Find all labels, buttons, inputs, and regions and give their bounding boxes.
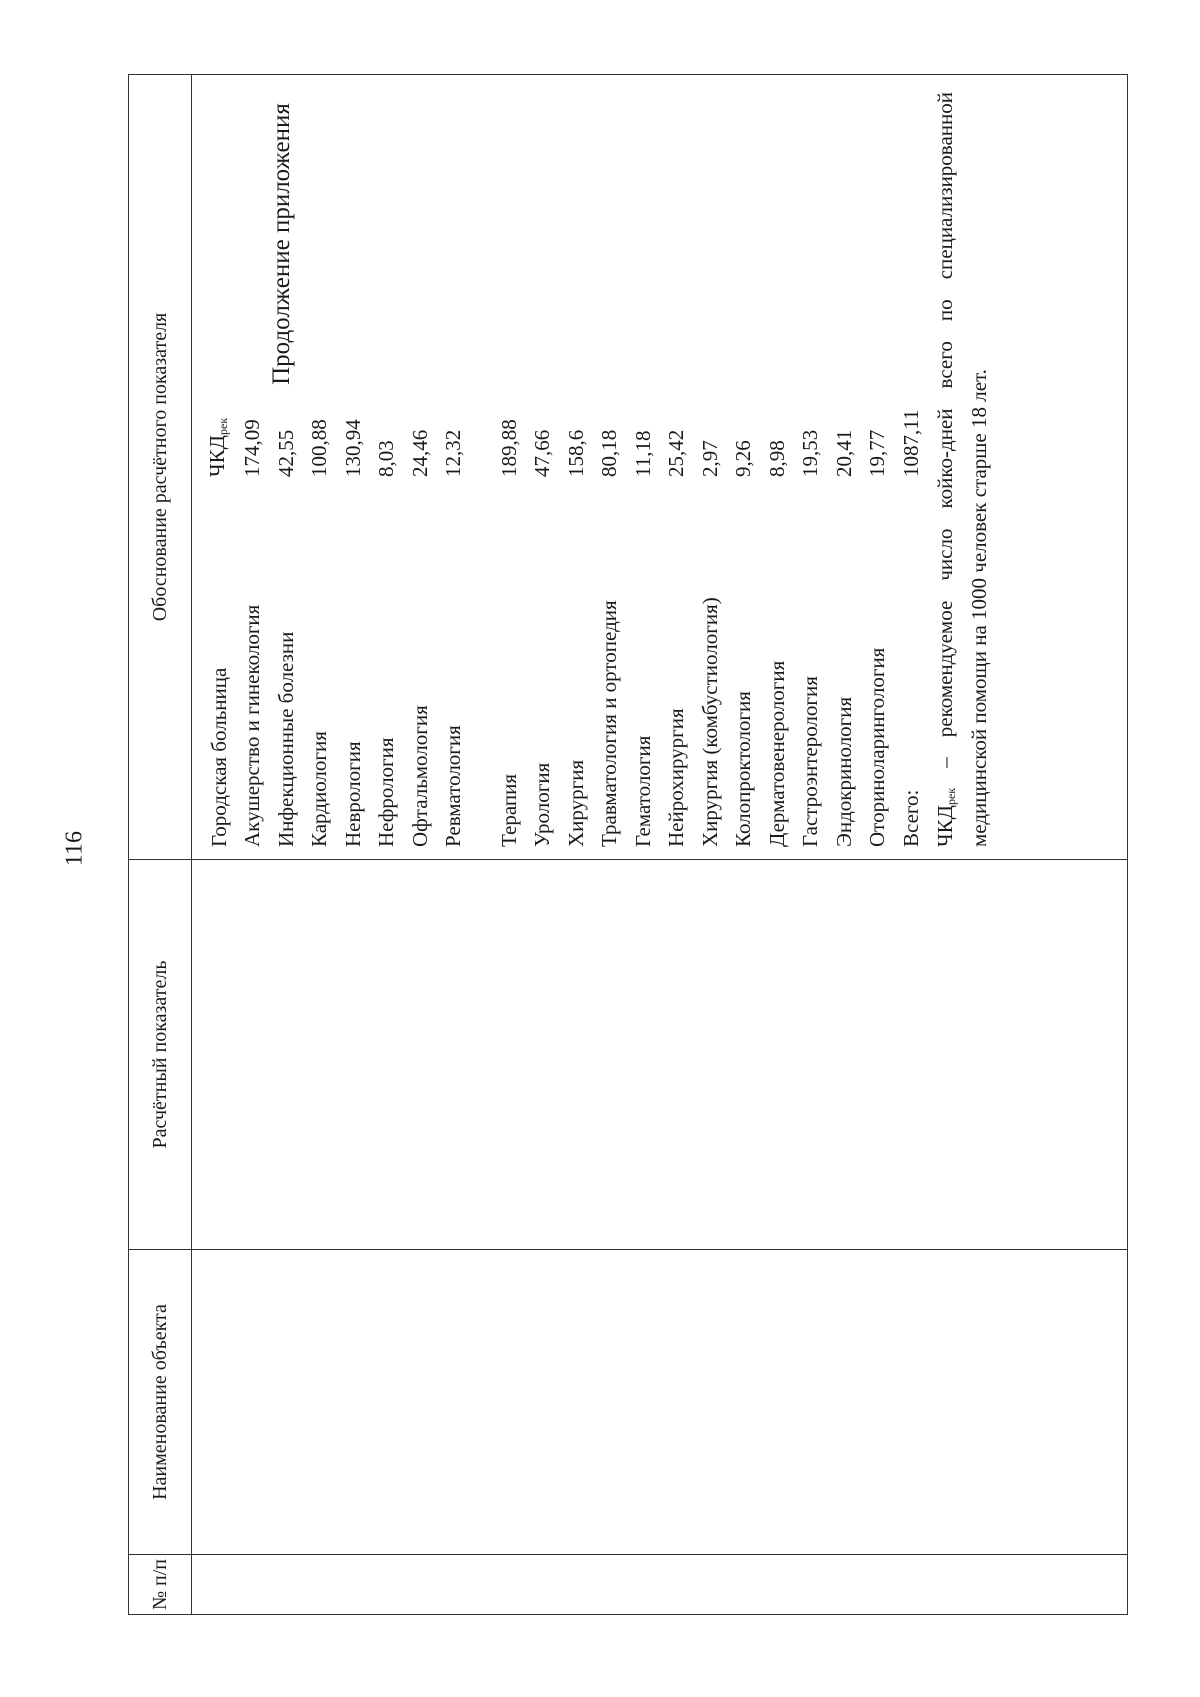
specialty-label: Гастроэнтерология (798, 676, 823, 847)
specialty-value: 19,53 (798, 429, 823, 477)
list-item (336, 85, 370, 847)
specialty-label: Хирургия (563, 759, 588, 847)
cell-basis (192, 75, 1128, 860)
specialty-value: 20,41 (831, 429, 856, 477)
specialty-label: Оториноларингология (865, 647, 890, 847)
specialty-value: 2,97 (697, 440, 722, 477)
specialty-value: 25,42 (664, 429, 689, 477)
table-row (192, 75, 1128, 1615)
appendix-table (128, 74, 1128, 1615)
specialty-value: 1087,11 (898, 409, 923, 477)
continuation-title: Продолжение приложения (268, 103, 295, 385)
cell-num (192, 1555, 1128, 1615)
specialty-value: 174,09 (240, 419, 265, 477)
list-item (559, 85, 593, 847)
header-num: № п/п (129, 1555, 192, 1615)
list-item (236, 85, 270, 847)
specialty-label: Хирургия (комбустиология) (697, 597, 722, 847)
list-item (593, 85, 627, 847)
specialty-label: Инфекционные болезни (273, 631, 298, 847)
list-item (303, 85, 337, 847)
ckd-header (205, 85, 232, 477)
list-item (760, 85, 794, 847)
basis-content (192, 75, 995, 859)
specialty-label: Дерматовенерология (764, 660, 789, 847)
table-container (128, 75, 1128, 1615)
specialty-label: Всего: (898, 789, 923, 847)
list-item (437, 85, 471, 847)
specialty-label: Урология (530, 762, 555, 847)
specialty-label: Гематология (630, 735, 655, 847)
list-item (526, 85, 560, 847)
specialty-label: Нейрохирургия (664, 708, 689, 847)
list-item (693, 85, 727, 847)
page-number: 116 (61, 830, 88, 867)
header-calc-indicator: Расчётный показатель (129, 860, 192, 1250)
specialty-value: 100,88 (307, 419, 332, 477)
specialty-label: Неврология (340, 741, 365, 847)
specialty-value: 130,94 (340, 419, 365, 477)
specialty-label: Нефрология (374, 737, 399, 847)
specialty-value: 24,46 (407, 429, 432, 477)
list-item (626, 85, 660, 847)
group-gap (470, 85, 492, 847)
ckd-label: ЧКД (205, 435, 230, 477)
list-item (727, 85, 761, 847)
list-item (403, 85, 437, 847)
list-item (660, 85, 694, 847)
list-item (794, 85, 828, 847)
list-item (894, 85, 928, 847)
cell-calc-indicator (192, 860, 1128, 1250)
specialty-value: 12,32 (441, 429, 466, 477)
specialty-label: Офтальмология (407, 705, 432, 847)
specialty-label: Акушерство и гинекология (240, 604, 265, 847)
specialty-value: 158,6 (563, 429, 588, 477)
list-item (492, 85, 526, 847)
ckd-subscript: рек (216, 417, 231, 436)
specialty-list-group-2 (492, 85, 928, 847)
specialty-value: 47,66 (530, 429, 555, 477)
footnote-subscript: рек (943, 787, 958, 806)
specialty-value: 11,18 (630, 430, 655, 477)
specialty-value: 189,88 (496, 419, 521, 477)
list-item (269, 85, 303, 847)
header-basis: Обоснование расчётного показателя (129, 75, 192, 860)
table-header-row (129, 75, 192, 1615)
specialty-label: Терапия (496, 773, 521, 847)
specialty-label: Кардиология (307, 731, 332, 847)
hospital-label: Городская больница (206, 667, 231, 847)
specialty-value: 8,03 (374, 440, 399, 477)
footnote-text: – рекомендуемое число койко-дней всего по специализированной медицинской помощи на 1000 человек старше 18 лет. (932, 92, 991, 847)
list-item (861, 85, 895, 847)
specialty-value: 42,55 (273, 429, 298, 477)
header-object-name: Наименование объекта (129, 1250, 192, 1555)
footnote-ckd: ЧКД (932, 805, 957, 847)
specialty-label: Эндокринология (831, 696, 856, 847)
cell-object-name (192, 1250, 1128, 1555)
specialty-label: Ревматология (441, 725, 466, 847)
basis-header-row (202, 85, 236, 847)
list-item (827, 85, 861, 847)
specialty-value: 8,98 (764, 440, 789, 477)
specialty-label: Травматология и ортопедия (597, 600, 622, 847)
specialty-value: 9,26 (731, 440, 756, 477)
list-item (370, 85, 404, 847)
specialty-value: 19,77 (865, 429, 890, 477)
footnote (930, 92, 995, 847)
specialty-label: Колопроктология (731, 691, 756, 847)
specialty-list-group-1 (236, 85, 471, 847)
specialty-value: 80,18 (597, 429, 622, 477)
